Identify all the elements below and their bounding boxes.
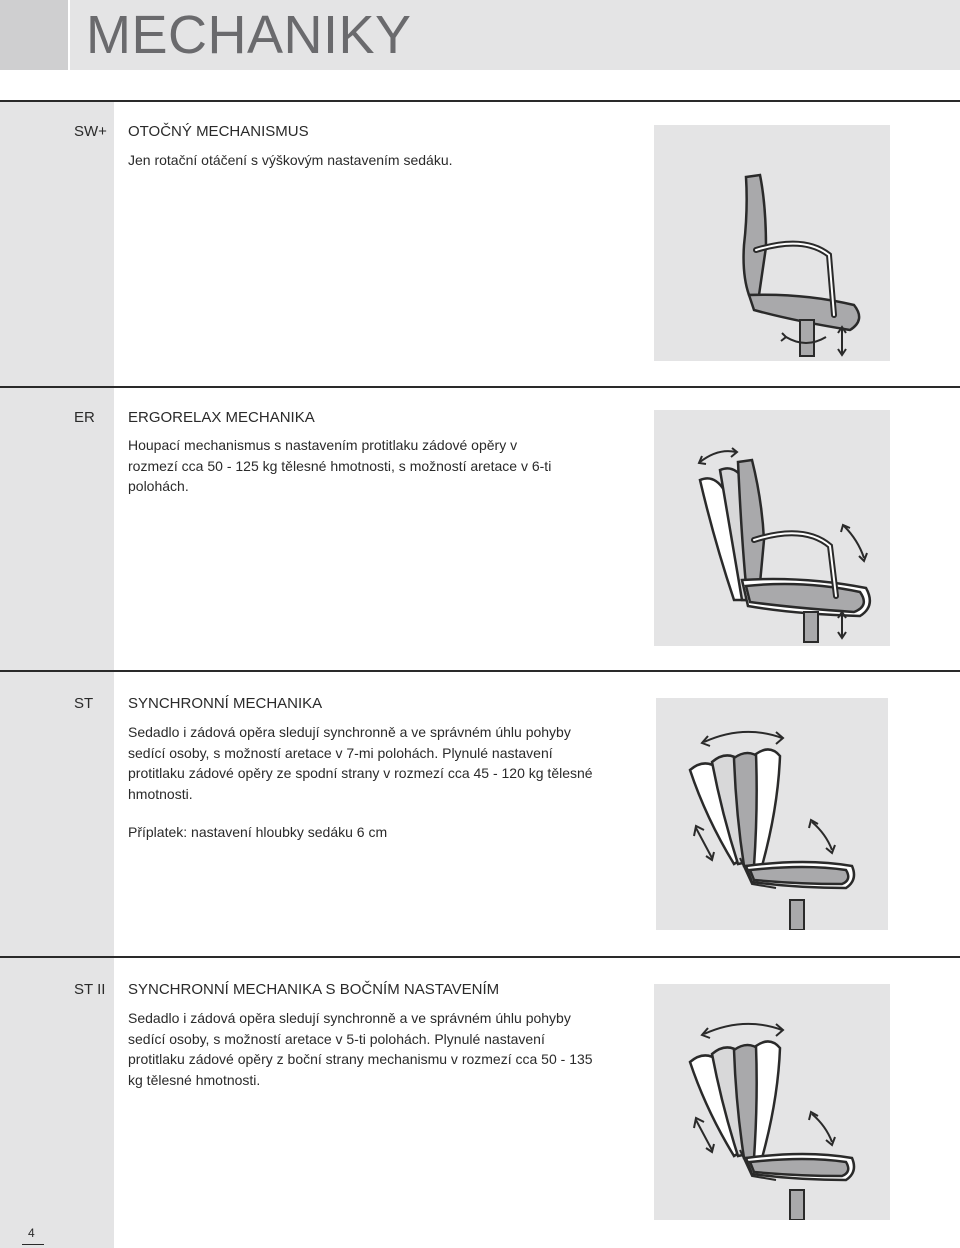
chair-illustration-st2: [654, 984, 890, 1220]
section-body-st2: [128, 1008, 598, 1090]
section-title-sw: OTOČNÝ MECHANISMUS: [128, 123, 309, 140]
swivel-chair-icon: [654, 125, 890, 361]
section-paragraph: Sedadlo i zádová opěra sledují synchronně a ve správném úhlu pohyby sedící osoby, s možností aretace v 5-ti polohách. Plynulé nastavení protitlaku zádové opěry z boční strany mechanismu v rozmezí cca 50 - 135 kg tělesné hmotnosti.: [128, 1010, 593, 1088]
page-number-underline: [22, 1244, 44, 1245]
section-title-st2: SYNCHRONNÍ MECHANIKA S BOČNÍM NASTAVENÍM: [128, 981, 500, 998]
header-left-strip: [0, 0, 68, 70]
section-body-st: [128, 722, 598, 843]
section-divider: [0, 386, 960, 388]
section-body-sw: [128, 150, 598, 171]
section-code-st2: ST II: [74, 981, 106, 998]
section-code-sw: SW+: [74, 123, 107, 140]
synchro-chair-icon: [656, 698, 888, 930]
section-divider: [0, 670, 960, 672]
section-paragraph: Jen rotační otáčení s výškovým nastavením sedáku.: [128, 152, 453, 168]
section-title-st: SYNCHRONNÍ MECHANIKA: [128, 695, 323, 712]
left-gutter: [0, 100, 114, 1248]
section-title-er: ERGORELAX MECHANIKA: [128, 409, 315, 426]
section-body-er: [128, 435, 558, 497]
section-paragraph-surcharge: Příplatek: nastavení hloubky sedáku 6 cm: [128, 824, 388, 840]
side-synchro-chair-icon: [654, 984, 890, 1220]
rocking-chair-icon: [654, 410, 890, 646]
section-paragraph: Houpací mechanismus s nastavením protitlaku zádové opěry v rozmezí cca 50 - 125 kg tělesné hmotnosti, s možností aretace v 6-ti polohách.: [128, 437, 552, 494]
section-code-st: ST: [74, 695, 94, 712]
section-paragraph: Sedadlo i zádová opěra sledují synchronně a ve správném úhlu pohyby sedící osoby, s možností aretace v 7-mi polohách. Plynulé nastavení protitlaku zádové opěry ze spodní strany v rozmezí cca 45 - 120 kg tělesné hmotnosti.: [128, 724, 593, 802]
section-divider: [0, 100, 960, 102]
chair-illustration-sw: [654, 125, 890, 361]
page-number: 4: [28, 1226, 35, 1240]
page-title: MECHANIKY: [86, 5, 412, 65]
chair-illustration-st: [656, 698, 888, 930]
section-divider: [0, 956, 960, 958]
chair-illustration-er: [654, 410, 890, 646]
section-code-er: ER: [74, 409, 95, 426]
